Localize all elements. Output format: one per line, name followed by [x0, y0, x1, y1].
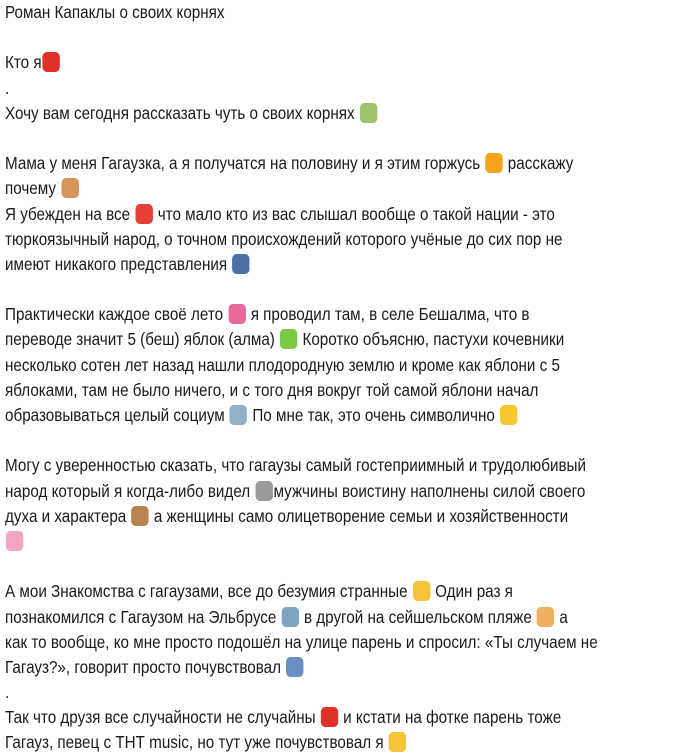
- rice-plant-icon: [360, 103, 377, 123]
- text-segment: имеют никакого представления: [5, 253, 232, 274]
- text-segment: яблоками, там не было ничего, и с того дня вокруг той самой яблони начал: [5, 379, 539, 400]
- blank-line: [5, 554, 609, 579]
- text-segment: а: [555, 606, 568, 627]
- text-segment: мужчины воистину наполнены силой своего: [273, 480, 586, 501]
- person-shrugging-icon: [286, 657, 303, 677]
- text-line: [5, 504, 609, 529]
- text-segment: образовываться целый социум: [5, 405, 229, 425]
- text-line: [5, 50, 609, 75]
- cherry-blossom-icon: [6, 531, 23, 551]
- blank-line: [5, 25, 609, 50]
- text-line: [5, 655, 609, 680]
- text-segment: .: [5, 682, 10, 703]
- blank-line: [5, 126, 609, 151]
- text-line: [5, 453, 609, 478]
- person-gesturing-no-icon: [232, 254, 249, 274]
- text-segment: Гагауз, певец с ТНТ music, но тут уже почувствовал я: [5, 732, 388, 753]
- blank-line: [5, 277, 609, 302]
- text-segment: переводе значит 5 (беш) яблок (алма): [5, 329, 280, 350]
- raised-fist-icon: [131, 506, 148, 526]
- text-segment: почему: [5, 178, 61, 199]
- text-segment: что мало кто из вас слышал вообще о такой нации - это: [153, 203, 555, 224]
- text-line: [5, 630, 609, 655]
- text-line: [5, 176, 609, 201]
- text-line: [5, 302, 609, 327]
- text-segment: Один раз я: [430, 581, 513, 602]
- tears-of-joy-icon: [389, 732, 406, 752]
- mountain-icon: [281, 607, 298, 627]
- text-line: [5, 403, 609, 428]
- text-line: [5, 680, 609, 705]
- double-exclamation-icon: [321, 707, 338, 727]
- text-segment: расскажу: [503, 153, 574, 174]
- text-segment: Я убежден на все: [5, 203, 135, 224]
- text-segment: Мама у меня Гагаузка, а я получатся на половину и я этим горжусь: [5, 153, 485, 174]
- text-segment: .: [5, 77, 10, 98]
- text-line: [5, 705, 609, 730]
- text-line: [5, 327, 609, 352]
- text-line: [5, 529, 609, 554]
- text-line: [5, 479, 609, 504]
- text-segment: Хочу вам сегодня рассказать чуть о своих корнях: [5, 102, 359, 123]
- text-line: [5, 202, 609, 227]
- text-segment: Роман Капаклы о своих корнях: [5, 2, 225, 22]
- text-segment: А мои Знакомства с гагаузами, все до безумия странные: [5, 581, 412, 602]
- text-line: [5, 151, 609, 176]
- text-segment: Могу с уверенностью сказать, что гагаузы самый гостеприимный и трудолюбивый: [5, 455, 586, 476]
- text-segment: Гагауз?», говорит просто почувствовал: [5, 656, 286, 677]
- text-segment: тюркоязычный народ, о точном происхождений которого учёные до сих пор не: [5, 228, 563, 249]
- hundred-points-icon: [135, 204, 152, 224]
- hammer-wrench-icon: [255, 481, 272, 501]
- screaming-face-icon: [413, 581, 430, 601]
- text-line: [5, 378, 609, 403]
- text-line: [5, 730, 609, 755]
- fire-icon: [485, 153, 502, 173]
- exclamation-question-icon: [42, 52, 59, 72]
- text-segment: Коротко объясню, пастухи кочевники: [298, 329, 565, 350]
- star-icon: [500, 405, 517, 425]
- text-line: [5, 579, 609, 604]
- text-line: [5, 227, 609, 252]
- text-segment: По мне так, это очень символично: [248, 405, 500, 425]
- text-line: [5, 353, 609, 378]
- point-down-icon: [61, 178, 78, 198]
- rainbow-icon: [228, 304, 245, 324]
- text-segment: духа и характера: [5, 505, 131, 526]
- text-segment: познакомился с Гагаузом на Эльбрусе: [5, 606, 281, 627]
- text-segment: в другой на сейшельском пляже: [299, 606, 537, 627]
- text-segment: а женщины само олицетворение семьи и хозяйственности: [149, 505, 569, 526]
- beach-icon: [537, 607, 554, 627]
- text-segment: Так что друзя все случайности не случайны: [5, 707, 320, 728]
- text-line: [5, 101, 609, 126]
- text-segment: и кстати на фотке парень тоже: [338, 707, 562, 728]
- house-icon: [230, 405, 247, 425]
- green-apple-icon: [280, 329, 297, 349]
- blank-line: [5, 428, 609, 453]
- text-segment: Кто я: [5, 52, 42, 73]
- text-segment: как то вообще, ко мне просто подошёл на улице парень и спросил: «Ты случаем не: [5, 631, 598, 652]
- text-line: [5, 605, 609, 630]
- text-segment: я проводил там, в селе Бешалма, что в: [246, 304, 530, 325]
- post-title: [5, 0, 609, 25]
- text-segment: народ который я когда-либо видел: [5, 480, 255, 501]
- text-line: [5, 252, 609, 277]
- text-line: [5, 76, 609, 101]
- text-segment: несколько сотен лет назад нашли плодородную землю и кроме как яблони с 5: [5, 354, 560, 375]
- text-segment: Практически каждое своё лето: [5, 304, 228, 325]
